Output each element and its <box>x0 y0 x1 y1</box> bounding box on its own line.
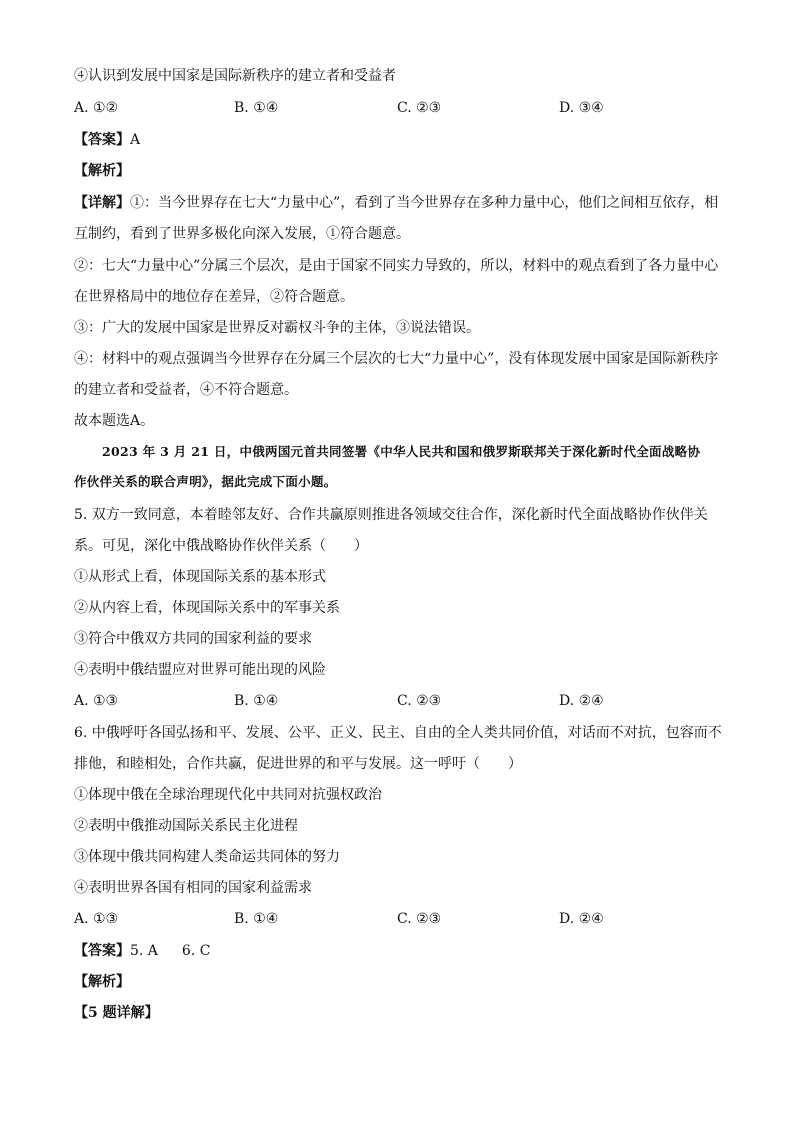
q4-detail-line-1 <box>74 193 718 213</box>
q6-statement-1: ①体现中俄在全球治理现代化中共同对抗强权政治 <box>74 787 382 803</box>
q6-stem-line-1: 6. 中俄呼吁各国弘扬和平、发展、公平、正义、民主、自由的全人类共同价值，对话而不对抗，包容而不 <box>74 725 722 741</box>
q4-detail-line-3: ②：七大“力量中心”分属三个层次，是由于国家不同实力导致的，所以，材料中的观点看到了各力量中心 <box>74 258 719 274</box>
answer-label: 【答案】 <box>74 943 130 959</box>
q6-options <box>74 909 734 929</box>
q4-option-b: B. ①④ <box>234 100 279 116</box>
answer-5: 5. A <box>130 943 158 959</box>
q4-statement-4: ④认识到发展中国家是国际新秩序的建立者和受益者 <box>74 68 396 84</box>
q6-option-b: B. ①④ <box>234 911 279 927</box>
q4-detail-line-6: ④：材料中的观点强调当今世界存在分属三个层次的七大“力量中心”，没有体现发展中国家是国际新秩序 <box>74 351 719 367</box>
q4-detail-line-2: 互制约，看到了世界多极化向深入发展，①符合题意。 <box>74 226 410 242</box>
q4-answer <box>74 130 140 150</box>
detail-label: 【详解】 <box>74 195 130 211</box>
answer-value: A <box>130 132 141 148</box>
q6-statement-2: ②表明中俄推动国际关系民主化进程 <box>74 818 298 834</box>
material-intro-line-1: 2023 年 3 月 21 日，中俄两国元首共同签署《中华人民共和国和俄罗斯联邦关于深化新时代全面战略协 <box>102 444 701 459</box>
q5-stem-line-1: 5. 双方一致同意，本着睦邻友好、合作共赢原则推进各领域交往合作，深化新时代全面战略协作伙伴关 <box>74 507 708 523</box>
q4-option-a: A. ①② <box>74 100 119 116</box>
q5-option-d: D. ②④ <box>559 693 604 709</box>
q5-stem-line-2: 系。可见，深化中俄战略协作伙伴关系（ ） <box>74 538 368 554</box>
q6-option-d: D. ②④ <box>559 911 604 927</box>
q5-option-a: A. ①③ <box>74 693 119 709</box>
q4-option-c: C. ②③ <box>397 100 442 116</box>
q4-detail-line-5: ③：广大的发展中国家是世界反对霸权斗争的主体，③说法错误。 <box>74 320 480 336</box>
q5-q6-answers <box>74 941 210 961</box>
q5-statement-2: ②从内容上看，体现国际关系中的军事关系 <box>74 600 340 616</box>
analysis-label: 【解析】 <box>74 974 130 990</box>
q5-statement-1: ①从形式上看，体现国际关系的基本形式 <box>74 569 326 585</box>
q6-option-a: A. ①③ <box>74 911 119 927</box>
answer-label: 【答案】 <box>74 132 130 148</box>
q6-stem-line-2: 排他，和睦相处，合作共赢，促进世界的和平与发展。这一呼吁（ ） <box>74 756 522 772</box>
q6-statement-3: ③体现中俄共同构建人类命运共同体的努力 <box>74 849 340 865</box>
q5-option-c: C. ②③ <box>397 693 442 709</box>
q5-detail-label: 【5 题详解】 <box>74 1005 159 1021</box>
q4-option-d: D. ③④ <box>559 100 604 116</box>
q4-detail-line-7: 的建立者和受益者，④不符合题意。 <box>74 382 298 398</box>
q5-options <box>74 691 734 711</box>
answer-6: 6. C <box>181 943 211 959</box>
q5-option-b: B. ①④ <box>234 693 279 709</box>
q4-analysis-label: 【解析】 <box>74 163 130 179</box>
q4-conclusion: 故本题选A。 <box>74 413 155 429</box>
q6-option-c: C. ②③ <box>397 911 442 927</box>
q5-statement-3: ③符合中俄双方共同的国家利益的要求 <box>74 631 312 647</box>
q4-options <box>74 98 734 118</box>
detail-text: ①：当今世界存在七大“力量中心”，看到了当今世界存在多种力量中心，他们之间相互依存，相 <box>130 195 719 211</box>
q5-statement-4: ④表明中俄结盟应对世界可能出现的风险 <box>74 662 326 678</box>
q6-statement-4: ④表明世界各国有相同的国家利益需求 <box>74 880 312 896</box>
q4-detail-line-4: 在世界格局中的地位存在差异，②符合题意。 <box>74 289 354 305</box>
material-intro-line-2: 作伙伴关系的联合声明》，据此完成下面小题。 <box>74 474 337 489</box>
